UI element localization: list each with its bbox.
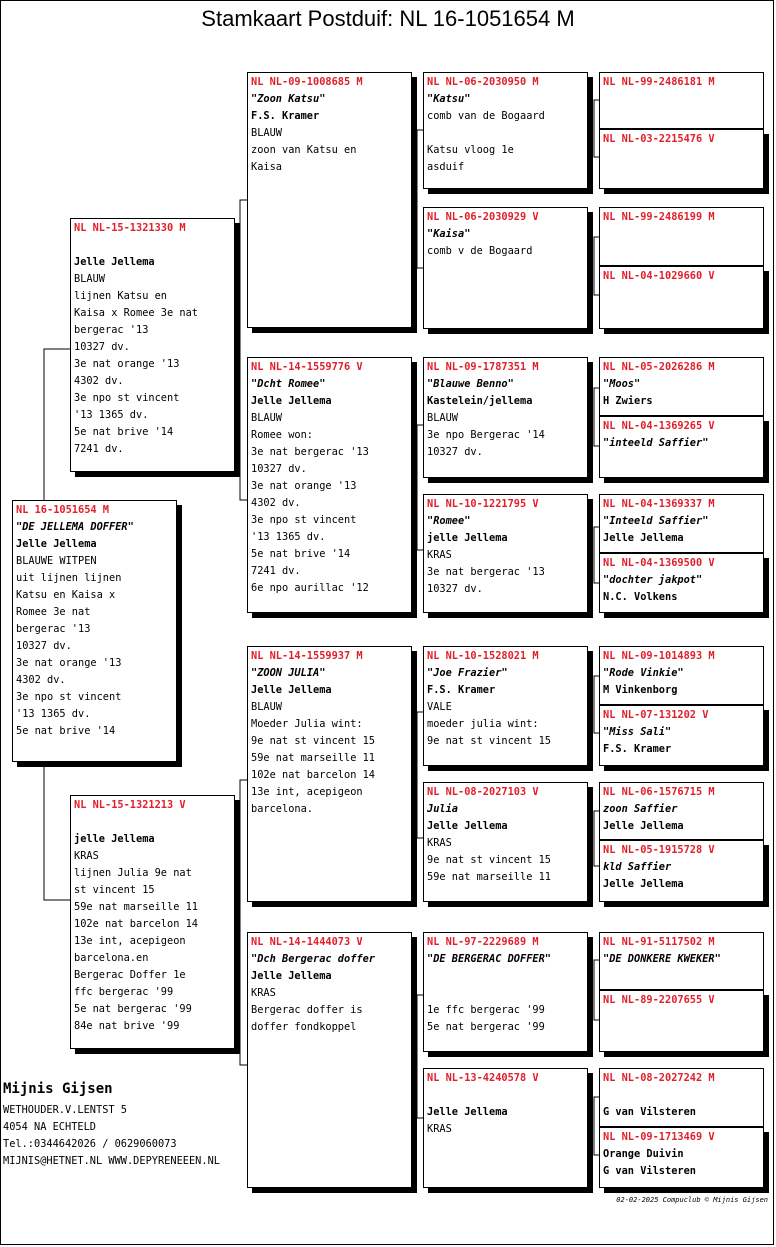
breeder-name: Jelle Jellema [251, 395, 332, 407]
ring-number: NL NL-99-2486199 M [603, 211, 715, 223]
ring-number: NL 16-1051654 M [16, 504, 109, 516]
breeder-name: Kastelein/jellema [427, 395, 533, 407]
pedigree-card-mff[interactable] [423, 646, 588, 766]
page-title: Stamkaart Postduif: NL 16-1051654 M [201, 6, 575, 31]
info-line: 3e npo st vincent [251, 514, 357, 526]
breeder-name: Jelle Jellema [427, 1106, 508, 1118]
breeder-name: Jelle Jellema [603, 820, 684, 832]
info-line: 10327 dv. [16, 640, 72, 652]
ring-number: NL NL-14-1444073 V [251, 936, 363, 948]
info-line [427, 985, 584, 1002]
pedigree-card-g5[interactable] [599, 357, 764, 416]
owner-address: WETHOUDER.V.LENTST 5 [3, 1104, 127, 1116]
info-line: 3e npo st vincent [74, 392, 180, 404]
info-line: Katsu vloog 1e [427, 144, 514, 156]
pedigree-card-mfm[interactable] [423, 782, 588, 902]
ring-number: NL NL-07-131202 V [603, 709, 709, 721]
ring-number: NL NL-89-2207655 V [603, 994, 715, 1006]
pedigree-card-g4[interactable] [599, 266, 764, 329]
info-line: 10327 dv. [251, 463, 307, 475]
ring-number: NL NL-04-1369265 V [603, 420, 715, 432]
info-line: 3e nat orange '13 [74, 358, 180, 370]
info-line: asduif [427, 161, 465, 173]
pigeon-name: "Dch Bergerac doffer [251, 953, 375, 965]
pigeon-name: "dochter jakpot" [603, 574, 703, 586]
ring-number: NL NL-14-1559937 M [251, 650, 363, 662]
pedigree-card-g2[interactable] [599, 129, 764, 189]
info-line: 3e npo Bergerac '14 [427, 429, 545, 441]
pigeon-name: "Blauwe Benno" [427, 378, 514, 390]
info-line: Katsu en Kaisa x [16, 589, 116, 601]
pedigree-card-mf[interactable] [247, 646, 412, 902]
pedigree-card-g7[interactable] [599, 494, 764, 553]
info-line: doffer fondkoppel [251, 1021, 357, 1033]
info-line: 3e nat orange '13 [16, 657, 122, 669]
info-line: moeder julia wint: [427, 718, 539, 730]
info-line: Moeder Julia wint: [251, 718, 363, 730]
pigeon-name: "ZOON JULIA" [251, 667, 326, 679]
info-line: KRAS [251, 987, 276, 999]
ring-number: NL NL-15-1321330 M [74, 222, 186, 234]
owner-name: Mijnis Gijsen [3, 1081, 113, 1097]
breeder-name: F.S. Kramer [603, 743, 672, 755]
info-line: st vincent 15 [74, 884, 155, 896]
ring-number: NL NL-04-1369500 V [603, 557, 715, 569]
pedigree-card-fmf[interactable] [423, 357, 588, 478]
ring-number: NL NL-06-2030950 M [427, 76, 539, 88]
breeder-name: Jelle Jellema [603, 878, 684, 890]
ring-number: NL NL-09-1014893 M [603, 650, 715, 662]
pedigree-card-g14[interactable] [599, 990, 764, 1052]
info-line: comb v de Bogaard [427, 245, 533, 257]
info-line: 5e nat brive '14 [16, 725, 116, 737]
info-line [74, 237, 231, 254]
info-line [74, 814, 231, 831]
info-line: 10327 dv. [74, 341, 130, 353]
info-line: ffc bergerac '99 [74, 986, 174, 998]
ring-number: NL NL-06-1576715 M [603, 786, 715, 798]
info-line: KRAS [74, 850, 99, 862]
pedigree-card-mmf[interactable] [423, 932, 588, 1052]
info-line: uit lijnen lijnen [16, 572, 122, 584]
ring-number: NL NL-14-1559776 V [251, 361, 363, 373]
ring-number: NL NL-13-4240578 V [427, 1072, 539, 1084]
ring-number: NL NL-10-1528021 M [427, 650, 539, 662]
info-line: BLAUW [251, 412, 282, 424]
ring-number: NL NL-99-2486181 M [603, 76, 715, 88]
info-line: 84e nat brive '99 [74, 1020, 180, 1032]
pedigree-card-mmm[interactable] [423, 1068, 588, 1188]
footer-credit: 02-02-2025 Compuclub © Mijnis Gijsen [616, 1196, 768, 1204]
pigeon-name: "Miss Sali" [603, 726, 672, 738]
pedigree-card-g15[interactable] [599, 1068, 764, 1127]
info-line: 10327 dv. [427, 446, 483, 458]
info-line: 3e nat orange '13 [251, 480, 357, 492]
owner-phone: Tel.:0344642026 / 0629060073 [3, 1138, 177, 1150]
info-line: 4302 dv. [16, 674, 66, 686]
info-line: barcelona. [251, 803, 313, 815]
info-line: comb van de Bogaard [427, 110, 545, 122]
info-line [427, 1087, 584, 1104]
info-line: 10327 dv. [427, 583, 483, 595]
info-line: 5e nat brive '14 [251, 548, 351, 560]
ring-number: NL NL-04-1029660 V [603, 270, 715, 282]
breeder-name: Orange Duivin [603, 1148, 684, 1160]
pedigree-card-g3[interactable] [599, 207, 764, 266]
pigeon-name: "DE DONKERE KWEKER" [603, 953, 721, 965]
info-line: '13 1365 dv. [74, 409, 149, 421]
pigeon-name: kld Saffier [603, 861, 672, 873]
pigeon-name: "DE BERGERAC DOFFER" [427, 953, 551, 965]
breeder-name: Jelle Jellema [603, 532, 684, 544]
info-line: 7241 dv. [251, 565, 301, 577]
pedigree-card-g9[interactable] [599, 646, 764, 705]
info-line: bergerac '13 [74, 324, 149, 336]
info-line: Kaisa [251, 161, 282, 173]
breeder-name: G van Vilsteren [603, 1165, 696, 1177]
ring-number: NL NL-04-1369337 M [603, 498, 715, 510]
info-line: 5e nat bergerac '99 [427, 1021, 545, 1033]
info-line: 59e nat marseille 11 [251, 752, 375, 764]
info-line: BLAUWE WITPEN [16, 555, 97, 567]
info-line: Bergerac Doffer 1e [74, 969, 186, 981]
info-line: 6e npo aurillac '12 [251, 582, 369, 594]
info-line [427, 968, 584, 985]
info-line: 9e nat st vincent 15 [251, 735, 375, 747]
info-line: lijnen Katsu en [74, 290, 167, 302]
breeder-name: H Zwiers [603, 395, 653, 407]
info-line: 5e nat bergerac '99 [74, 1003, 192, 1015]
info-line: VALE [427, 701, 452, 713]
ring-number: NL NL-10-1221795 V [427, 498, 539, 510]
info-line: 1e ffc bergerac '99 [427, 1004, 545, 1016]
info-line: Romee won: [251, 429, 313, 441]
pigeon-name: "Katsu" [427, 93, 471, 105]
ring-number: NL NL-09-1787351 M [427, 361, 539, 373]
breeder-name: G van Vilsteren [603, 1106, 696, 1118]
pedigree-card-fmm[interactable] [423, 494, 588, 613]
info-line: KRAS [427, 1123, 452, 1135]
pigeon-name: Julia [427, 803, 458, 815]
breeder-name: Jelle Jellema [251, 970, 332, 982]
pedigree-card-g11[interactable] [599, 782, 764, 840]
info-line: Romee 3e nat [16, 606, 91, 618]
info-line: zoon van Katsu en [251, 144, 357, 156]
pigeon-name: "Moos" [603, 378, 641, 390]
pedigree-card-g6[interactable] [599, 416, 764, 478]
info-line: 59e nat marseille 11 [74, 901, 198, 913]
pedigree-card-g13[interactable] [599, 932, 764, 990]
breeder-name: jelle Jellema [74, 833, 155, 845]
pedigree-card-fff[interactable] [423, 72, 588, 189]
ring-number: NL NL-05-2026286 M [603, 361, 715, 373]
owner-city: 4054 NA ECHTELD [3, 1121, 96, 1133]
ring-number: NL NL-08-2027242 M [603, 1072, 715, 1084]
info-line: BLAUW [251, 127, 282, 139]
info-line: 4302 dv. [74, 375, 124, 387]
pigeon-name: "Inteeld Saffier" [603, 515, 709, 527]
breeder-name: jelle Jellema [427, 532, 508, 544]
info-line: 102e nat barcelon 14 [251, 769, 375, 781]
breeder-name: Jelle Jellema [74, 256, 155, 268]
pedigree-card-mother[interactable] [70, 795, 235, 1049]
pigeon-name: "Romee" [427, 515, 471, 527]
pedigree-card-ffm[interactable] [423, 207, 588, 329]
breeder-name: Jelle Jellema [251, 684, 332, 696]
info-line: 59e nat marseille 11 [427, 871, 551, 883]
ring-number: NL NL-91-5117502 M [603, 936, 715, 948]
ring-number: NL NL-09-1713469 V [603, 1131, 715, 1143]
info-line: 9e nat st vincent 15 [427, 735, 551, 747]
info-line: KRAS [427, 549, 452, 561]
info-line: 7241 dv. [74, 443, 124, 455]
breeder-name: F.S. Kramer [427, 684, 496, 696]
pedigree-card-ff[interactable] [247, 72, 412, 328]
ring-number: NL NL-03-2215476 V [603, 133, 715, 145]
info-line: BLAUW [251, 701, 282, 713]
info-line: 13e int, acepigeon [74, 935, 186, 947]
ring-number: NL NL-09-1008685 M [251, 76, 363, 88]
info-line: bergerac '13 [16, 623, 91, 635]
breeder-name: M Vinkenborg [603, 684, 678, 696]
pigeon-name: zoon Saffier [603, 803, 678, 815]
pedigree-card-mm[interactable] [247, 932, 412, 1188]
info-line: 13e int, acepigeon [251, 786, 363, 798]
info-line: 3e nat bergerac '13 [251, 446, 369, 458]
info-line: 5e nat brive '14 [74, 426, 174, 438]
pedigree-card-father[interactable] [70, 218, 235, 472]
ring-number: NL NL-05-1915728 V [603, 844, 715, 856]
info-line: KRAS [427, 837, 452, 849]
info-line: '13 1365 dv. [251, 531, 326, 543]
pigeon-name: "Zoon Katsu" [251, 93, 326, 105]
pigeon-name: "DE JELLEMA DOFFER" [16, 521, 134, 533]
info-line [603, 1087, 760, 1104]
info-line: lijnen Julia 9e nat [74, 867, 192, 879]
pigeon-name: "Dcht Romee" [251, 378, 326, 390]
info-line: 3e nat bergerac '13 [427, 566, 545, 578]
info-line: 4302 dv. [251, 497, 301, 509]
pigeon-name: "Kaisa" [427, 228, 471, 240]
info-line [427, 125, 584, 142]
info-line: '13 1365 dv. [16, 708, 91, 720]
info-line: BLAUW [427, 412, 458, 424]
pigeon-name: "Rode Vinkie" [603, 667, 684, 679]
info-line: barcelona.en [74, 952, 149, 964]
pigeon-name: "Joe Frazier" [427, 667, 508, 679]
owner-block [3, 1081, 220, 1170]
breeder-name: F.S. Kramer [251, 110, 320, 122]
pigeon-name: "inteeld Saffier" [603, 437, 709, 449]
ring-number: NL NL-08-2027103 V [427, 786, 539, 798]
ring-number: NL NL-97-2229689 M [427, 936, 539, 948]
owner-email-web: MIJNIS@HETNET.NL WWW.DEPYRENEEEN.NL [3, 1155, 220, 1167]
ring-number: NL NL-06-2030929 V [427, 211, 539, 223]
pedigree-card-g12[interactable] [599, 840, 764, 902]
info-line: Bergerac doffer is [251, 1004, 363, 1016]
breeder-name: N.C. Volkens [603, 591, 678, 603]
pedigree-card-subject[interactable] [12, 500, 177, 762]
pedigree-card-fm[interactable] [247, 357, 412, 613]
pedigree-card-g8[interactable] [599, 553, 764, 613]
pedigree-card-g10[interactable] [599, 705, 764, 766]
breeder-name: Jelle Jellema [16, 538, 97, 550]
info-line: 9e nat st vincent 15 [427, 854, 551, 866]
pedigree-card-g16[interactable] [599, 1127, 764, 1188]
ring-number: NL NL-15-1321213 V [74, 799, 186, 811]
info-line: 3e npo st vincent [16, 691, 122, 703]
info-line: Kaisa x Romee 3e nat [74, 307, 198, 319]
info-line: 102e nat barcelon 14 [74, 918, 198, 930]
pedigree-card-g1[interactable] [599, 72, 764, 129]
info-line: BLAUW [74, 273, 105, 285]
breeder-name: Jelle Jellema [427, 820, 508, 832]
